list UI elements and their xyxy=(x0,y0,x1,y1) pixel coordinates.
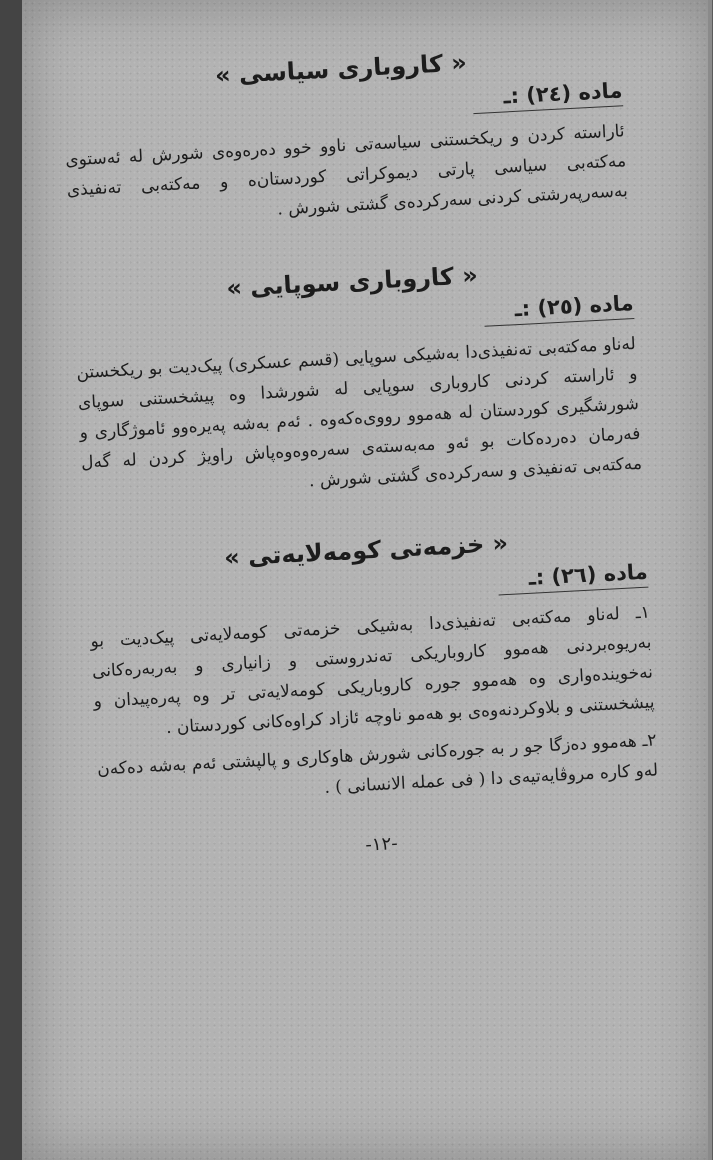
section-social-services xyxy=(86,519,659,815)
section-heading: « کاروباری سیاسی » xyxy=(214,48,468,90)
page-edge xyxy=(708,0,712,1160)
article-number: ماده (٢٤) :ـ xyxy=(502,78,624,109)
page-content xyxy=(60,37,661,869)
section-heading: « خزمه‌تی کومه‌لایه‌تی » xyxy=(223,528,509,572)
page-number: -١٢- xyxy=(364,833,399,856)
paragraph: ٢ـ هه‌موو ده‌زگا جو ر به جوره‌کانی شورش هاوکاری و پالپشتی ئه‌م به‌شه ده‌که‌ن له‌و کاره مروڤایه‌تیه‌ی دا ( فی عملە الانسانی ) . xyxy=(96,730,659,798)
article-number: ماده (٢٦) :ـ xyxy=(528,559,649,590)
paragraph: له‌ناو مه‌کته‌بی ته‌نفیذی‌دا به‌شیکی سوپایی (قسم عسکری) پیک‌دیت بو ریکخستن و ئاراسته کردنی کاروباری سوپایی له شورشدا وه پیشخستنی سوپای شورشگیری کوردستان له هه‌موو رووی‌ه‌که‌وه . ئه‌م به‌شه په‌یره‌وو ئاموژگاری و فه‌رمان ده‌رده‌کات بو ئه‌و مه‌به‌سته‌ی سه‌ره‌وه‌وه‌پاش راویژ کردن له گه‌ل مه‌کته‌بی ته‌نفیذی و سه‌رکرده‌ی گشتی شورش . xyxy=(75,333,643,492)
scan-background xyxy=(0,0,22,1160)
article-number: ماده (٢٥) :ـ xyxy=(513,290,635,322)
paragraph: ئاراسته کردن و ریکخستنی سیاسه‌تی ناوو خوو ده‌ره‌وه‌ی شورش له ئه‌ستوی مه‌کته‌بی سیاسی پارتی دیموکراتی کوردستان‌ه و مه‌کته‌بی ته‌نفیذی به‌سه‌رپه‌رشتی کردنی سه‌رکرده‌ی گشتی شورش . xyxy=(64,121,629,220)
section-heading: « کاروباری سوپایی » xyxy=(225,261,479,303)
paragraph: ١ـ له‌ناو مه‌کته‌بی ته‌نفیذی‌دا به‌شیکی خزمه‌تی کومه‌لایه‌تی پیک‌دیت بو به‌ریوه‌بردنی هه‌موو کاروباریکی ته‌ندروستی و زانیاری و به‌ربه‌ره‌کانی نه‌خوینده‌واری وه هه‌موو جوره کاروباریکی کومه‌لایه‌تی تر وه په‌ره‌پیدان و پیشخستنی و بلاوکردنه‌وه‌ی بو هه‌مو ناوچه ئازاد کراوه‌کانی کوردستان . xyxy=(90,602,655,739)
document-page xyxy=(22,0,712,1160)
section-military-affairs xyxy=(72,250,643,508)
section-political-affairs xyxy=(60,37,628,235)
